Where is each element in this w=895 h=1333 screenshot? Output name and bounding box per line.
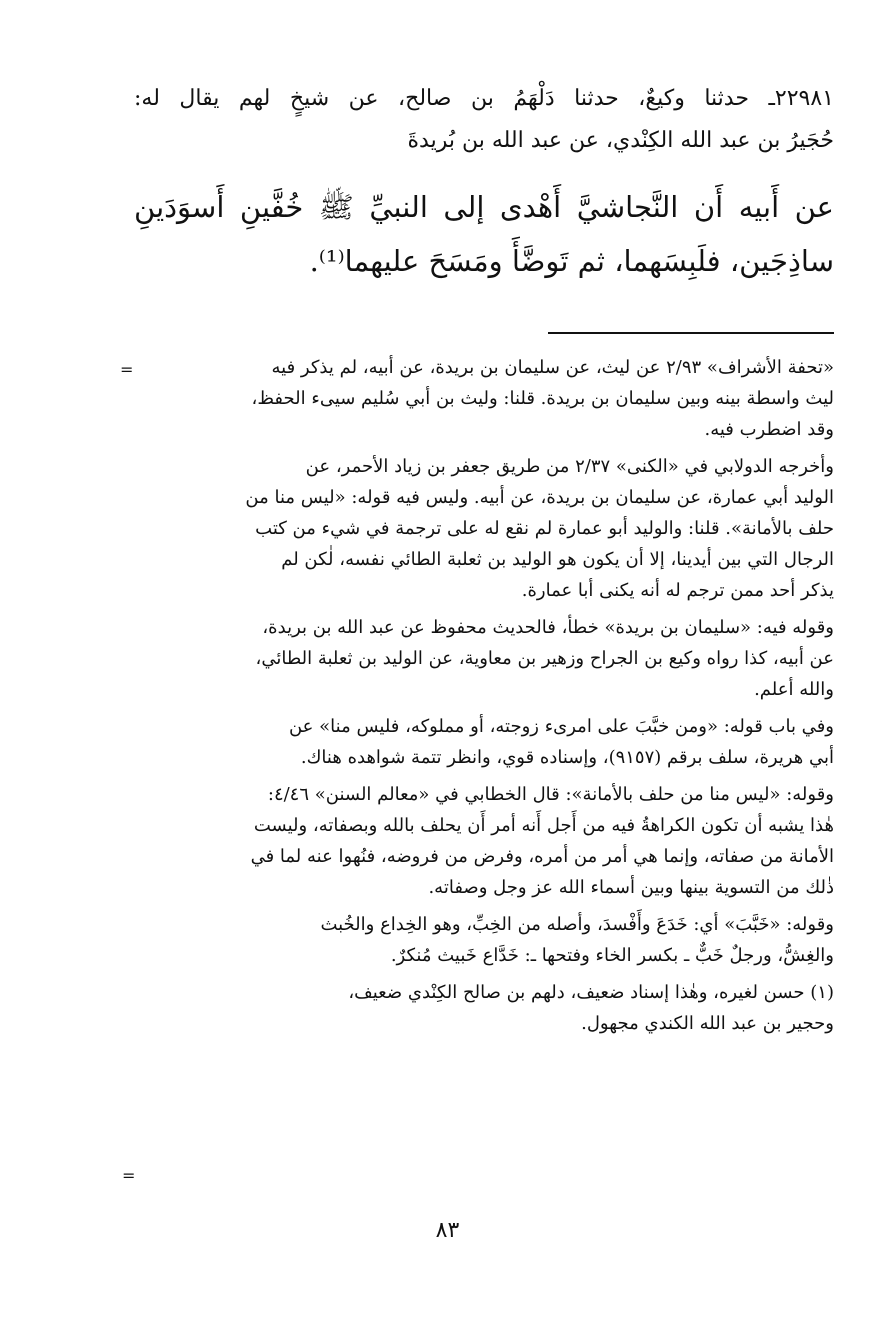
footnote-paragraph [134,352,834,445]
footnote-line: حلف بالأمانة». قلنا: والوليد أبو عمارة لم نقع له على ترجمة في شيء من كتب [255,518,834,539]
footnote-paragraph [134,977,834,1039]
footnote-paragraph [134,711,834,773]
footnote-line: الأمانة من صفاته، وإنما هي أمر من أمره، وفرض من فروضه، فنُهوا عنه لما في [250,846,834,867]
footnote-line: وحجير بن عبد الله الكندي مجهول. [581,1013,834,1034]
footnote-line: وقوله: «خَبَّبَ» أي: خَدَعَ وأَفْسدَ، وأصله من الخِبِّ، وهو الخِداع والخُبث [320,914,834,935]
footnote-line: وأخرجه الدولابي في «الكنى» ٢/٣٧ من طريق جعفر بن زياد الأحمر، عن [305,456,834,477]
footnote-line: وقوله فيه: «سليمان بن بريدة» خطأ، فالحديث محفوظ عن عبد الله بن بريدة، [262,617,834,638]
footnote-line: أبي هريرة، سلف برقم (٩١٥٧)، وإسناده قوي، وانظر تتمة شواهده هناك. [300,747,834,768]
footnote-line: وفي باب قوله: «ومن خبَّبَ على امرىء زوجته، أو مملوكه، فليس منا» عن [288,716,834,737]
footnote-line: ذٰلك من التسوية بينها وبين أسماء الله عز وجل وصفاته. [428,877,834,898]
footnote-separator [548,332,834,334]
matn-line: ساذِجَين، فلَبِسَهما، ثم تَوضَّأَ ومَسَحَ عليهما⁽¹⁾. [309,244,834,278]
isnad-line: ٢٢٩٨١ـ حدثنا وكيعٌ، حدثنا دَلْهَمُ بن صالح، عن شيخٍ لهم يقال له: [134,86,834,111]
footnote-line: الرجال التي بين أيدينا، إلا أن يكون هو الوليد بن ثعلبة الطائي نفسه، لٰكن لم [281,549,834,570]
footnote-line: يذكر أحد ممن ترجم له أنه يكنى أبا عمارة. [521,580,834,601]
footnote-line: والله أعلم. [754,679,834,700]
matn-line: عن أَبيه أَن النَّجاشيَّ أَهْدى إلى النبيِّ ﷺ خُفَّينِ أَسوَدَينِ [134,190,834,224]
footnote-paragraph [134,612,834,705]
footnote-paragraph [134,909,834,971]
footnote-line: «تحفة الأشراف» ٢/٩٣ عن ليث، عن سليمان بن بريدة، عن أبيه، لم يذكر فيه [271,357,834,378]
footnote-line: عن أبيه، كذا رواه وكيع بن الجراح وزهير بن معاوية، عن الوليد بن ثعلبة الطائي، [255,648,834,669]
footnote-line: الوليد أبي عمارة، عن سليمان بن بريدة، عن أبيه. وليس فيه قوله: «ليس منا من [245,487,834,508]
footnote-line: (١) حسن لغيره، وهٰذا إسناد ضعيف، دلهم بن صالح الكِنْدي ضعيف، [348,982,834,1003]
continuation-mark-start: = [120,360,134,379]
hadith-isnad [134,78,834,162]
continuation-mark-end: = [122,1166,136,1185]
footnote-paragraph [134,779,834,903]
footnote-line: وقوله: «ليس منا من حلف بالأمانة»: قال الخطابي في «معالم السنن» ٤/٤٦: [267,784,834,805]
footnotes [134,352,834,1045]
hadith-matn [134,180,834,288]
page-number: ٨٣ [435,1218,460,1243]
isnad-line: حُجَيرُ بن عبد الله الكِنْدي، عن عبد الله بن بُريدةَ [407,128,834,153]
footnote-line: وقد اضطرب فيه. [704,419,834,440]
footnote-line: ليث واسطة بينه وبين سليمان بن بريدة. قلنا: وليث بن أبي سُليم سيىء الحفظ، [251,388,834,409]
footnote-line: هٰذا يشبه أن تكون الكراهةُ فيه من أَجل أَنه أمر أَن يحلف بالله وبصفاته، وليست [253,815,834,836]
footnote-line: والغِشُّ، ورجلٌ خَبٌّ ـ بكسر الخاء وفتحها ـ: خَدَّاع خَبيث مُنكرٌ. [390,945,834,966]
footnote-paragraph [134,451,834,606]
